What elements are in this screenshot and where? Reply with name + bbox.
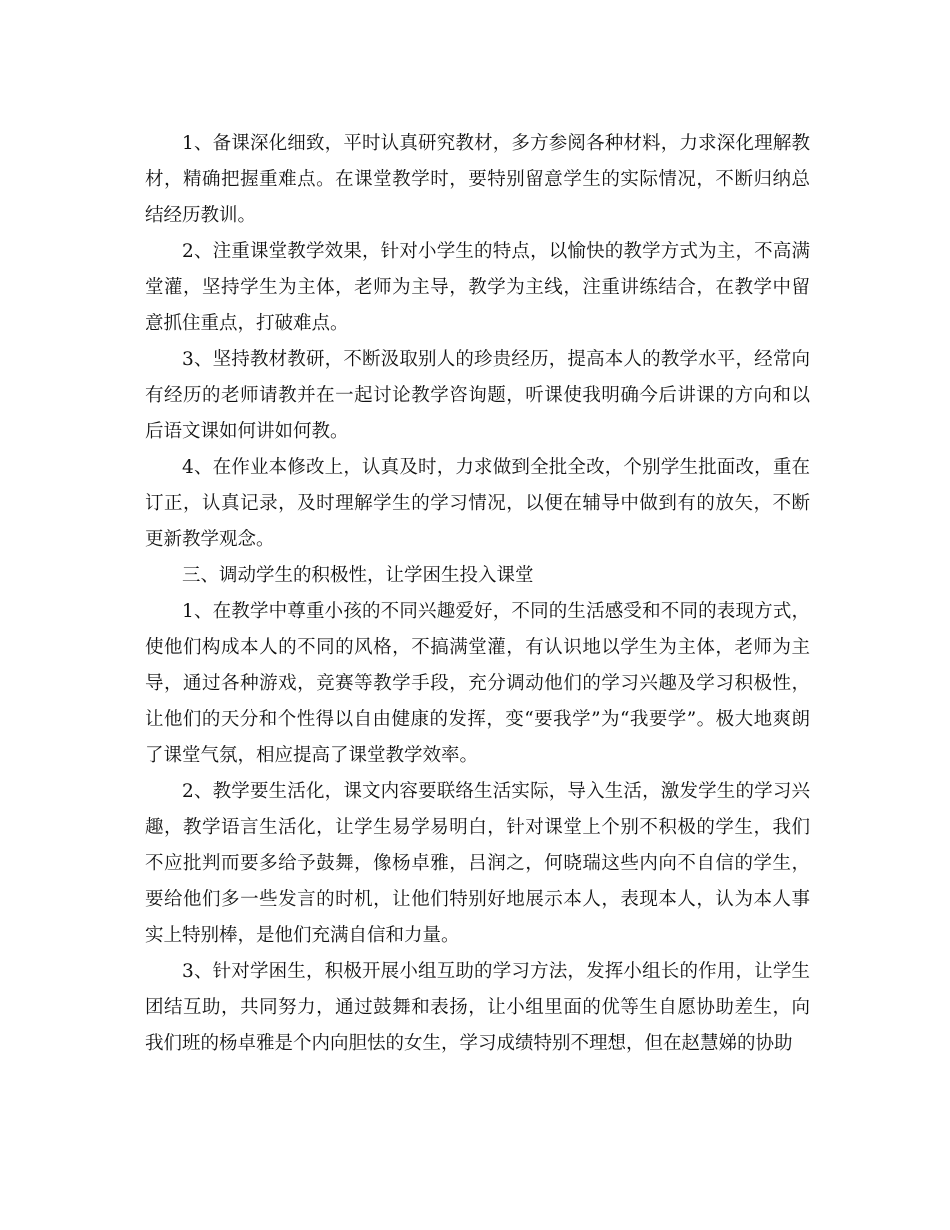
paragraph-respect-interests: 1、在教学中尊重小孩的不同兴趣爱好，不同的生活感受和不同的表现方式，使他们构成本人的不同的风格，不搞满堂灌，有认识地以学生为主体，老师为主导，通过各种游戏，竞赛等教学手段，充分调动他们的学习兴趣及学习积极性，让他们的天分和个性得以自由健康的发挥，变“要我学”为“我要学”。极大地爽朗了课堂气氛，相应提高了课堂教学效率。 (145, 601, 810, 766)
paragraph-teaching-research: 3、坚持教材教研，不断汲取别人的珍贵经历，提高本人的教学水平，经常向有经历的老师请教并在一起讨论教学咨询题，听课使我明确今后讲课的方向和以后语文课如何讲如何教。 (145, 349, 810, 442)
paragraph-classroom-effect: 2、注重课堂教学效果，针对小学生的特点，以愉快的教学方式为主，不高满堂灌，坚持学生为主体，老师为主导，教学为主线，注重讲练结合，在教学中留意抓住重点，打破难点。 (145, 241, 810, 334)
section-heading-student-motivation: 三、调动学生的积极性，让学困生投入课堂 (182, 565, 534, 586)
paragraph-lesson-preparation: 1、备课深化细致，平时认真研究教材，多方参阅各种材料，力求深化理解教材，精确把握重难点。在课堂教学时，要特别留意学生的实际情况，不断归纳总结经历教训。 (145, 133, 810, 226)
paragraph-homework-correction: 4、在作业本修改上，认真及时，力求做到全批全改，个别学生批面改，重在订正，认真记录，及时理解学生的学习情况，以便在辅导中做到有的放矢，不断更新教学观念。 (145, 457, 810, 550)
paragraph-group-mutual-help: 3、针对学困生，积极开展小组互助的学习方法，发挥小组长的作用，让学生团结互助，共同努力，通过鼓舞和表扬，让小组里面的优等生自愿协助差生，向我们班的杨卓雅是个内向胆怯的女生，学习成绩特别不理想，但在赵慧娣的协助 (145, 961, 810, 1054)
document-body (145, 126, 810, 1062)
paragraph-life-oriented-teaching: 2、教学要生活化，课文内容要联络生活实际，导入生活，激发学生的学习兴趣，教学语言生活化，让学生易学易明白，针对课堂上个别不积极的学生，我们不应批判而要多给予鼓舞，像杨卓雅，吕润之，何晓瑞这些内向不自信的学生，要给他们多一些发言的时机，让他们特别好地展示本人，表现本人，认为本人事实上特别棒，是他们充满自信和力量。 (145, 781, 810, 946)
